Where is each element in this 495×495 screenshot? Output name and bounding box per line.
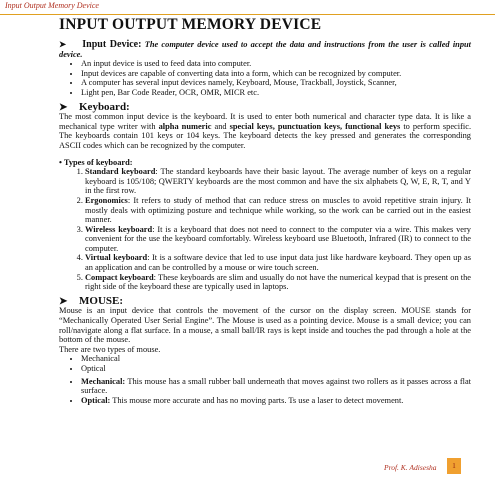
keyboard-bold-2: special keys, punctuation keys, functional keys [229, 121, 401, 131]
keyboard-text-1: The most common input device is the keyboard. It is used to enter both numerical and character type data. It is like a mechanical type writer with [59, 112, 471, 131]
input-device-section [59, 40, 471, 98]
document-body [59, 16, 471, 405]
page-number: 1 [447, 458, 461, 474]
keyboard-section [59, 100, 472, 292]
list-item: • Mechanical [81, 354, 471, 364]
mouse-section [59, 294, 471, 406]
type-name: Ergonomics [85, 195, 128, 205]
input-device-bullets [59, 59, 471, 97]
mouse-types-intro: There are two types of mouse. [59, 344, 161, 354]
page-title: INPUT OUTPUT MEMORY DEVICE [59, 16, 322, 33]
keyboard-types-heading: Types of keyboard: [63, 157, 133, 167]
list-item: • Light pen, Bar Code Reader, OCR, OMR, MICR etc. [81, 88, 471, 98]
page-header [0, 0, 495, 15]
keyboard-heading-row [59, 100, 471, 113]
type-text: : It is a keyboard that does not need to connect to the computer via a wire. This makes very convenient for the use the keyboard comfortably. Wireless keyboard use Bluetooth, Infrared (IR) to connect to the computer. [85, 224, 471, 253]
mouse-paragraph: Mouse is an input device that controls the movement of the cursor on the display screen. MOUSE stands for “Mechanically Operated User Serial Engine”. The Mouse is used as a pointing device. Mouse is a small device; you can roll/navigate along a flat surface. In a mouse, a small ball/IR rays is kept inside and touches the pad through a hole at the bottom of the mouse. [59, 306, 471, 345]
header-title: Input Output Memory Device [5, 1, 99, 10]
list-item: • Optical [81, 364, 471, 374]
type-name: Virtual keyboard [85, 253, 148, 263]
list-item: • Input devices are capable of converting data into a form, which can be recognized by computer. [81, 69, 471, 79]
list-item [81, 377, 471, 396]
type-text: : It is a software device that led to use input data just like hardware keyboard. They open up as an application and can be controlled by a mouse or wire touch screen. [85, 253, 471, 273]
mouse-heading: MOUSE: [79, 294, 123, 307]
list-item: • An input device is used to feed data into computer. [81, 59, 471, 69]
keyboard-paragraph [59, 112, 471, 150]
keyboard-text-3: to perform specific. The keyboards contain 101 keys or 104 keys. The keyboard detects the key pressed and generates the corresponding ASCII codes which can be recognized by the computer. [59, 121, 472, 150]
input-device-definition-text: The computer device used to accept the data and instructions from the user is called input device. [59, 40, 472, 59]
list-item [85, 273, 471, 292]
mouse-type-text: This mouse has a small rubber ball underneath that moves against two rollers as it passes across a flat surface. [81, 376, 471, 396]
mouse-heading-row [59, 294, 471, 307]
list-item [85, 167, 471, 196]
type-text: : These keyboards are slim and usually do not have the numerical keypad that is present on the right side of the keyboard these are typically used in laptops. [85, 272, 471, 292]
footer-author: Prof. K. Adisesha [384, 463, 437, 472]
mouse-types-list [59, 354, 471, 373]
arrow-icon: ➤ [59, 295, 68, 307]
keyboard-bold-1: alpha numeric [158, 121, 212, 131]
keyboard-text-2: and [214, 121, 227, 131]
type-name: Wireless keyboard [85, 224, 153, 234]
type-name: Compact keyboard [85, 272, 154, 282]
list-item [85, 225, 471, 254]
mouse-type-name: Mechanical: [81, 376, 126, 386]
mouse-type-text: This mouse more accurate and has no moving parts. Ts use a laser to detect movement. [110, 395, 404, 405]
type-name: Standard keyboard [85, 167, 156, 177]
input-device-definition [59, 40, 471, 59]
mouse-details-list [59, 377, 471, 406]
list-item [85, 196, 471, 225]
keyboard-types-list [59, 167, 471, 292]
type-text: : The standard keyboards have their basic layout. The average number of keys on a regular keyboard is 105/108; QWERTY keyboards are the most common and have the six alphabets Q, W, E, R, T, and Y in the first row. [85, 167, 471, 196]
keyboard-types-heading-row: • Types of keyboard: [59, 157, 133, 167]
list-item [85, 253, 471, 272]
arrow-icon: ➤ [59, 101, 68, 113]
list-item: • A computer has several input devices namely, Keyboard, Mouse, Trackball, Joystick, Scanner, [81, 78, 471, 88]
mouse-type-name: Optical: [81, 395, 111, 405]
keyboard-heading: Keyboard: [79, 100, 130, 113]
list-item [81, 396, 471, 406]
type-text: : It refers to study of method that can reduce stress on muscles to avoid repetitive strain injury. It mostly deals with optimizing posture and technique while working, so the work can be carried out in the easiest manner. [85, 195, 471, 225]
input-device-heading: Input Device: [82, 39, 142, 50]
arrow-icon: ➤ [59, 40, 67, 49]
